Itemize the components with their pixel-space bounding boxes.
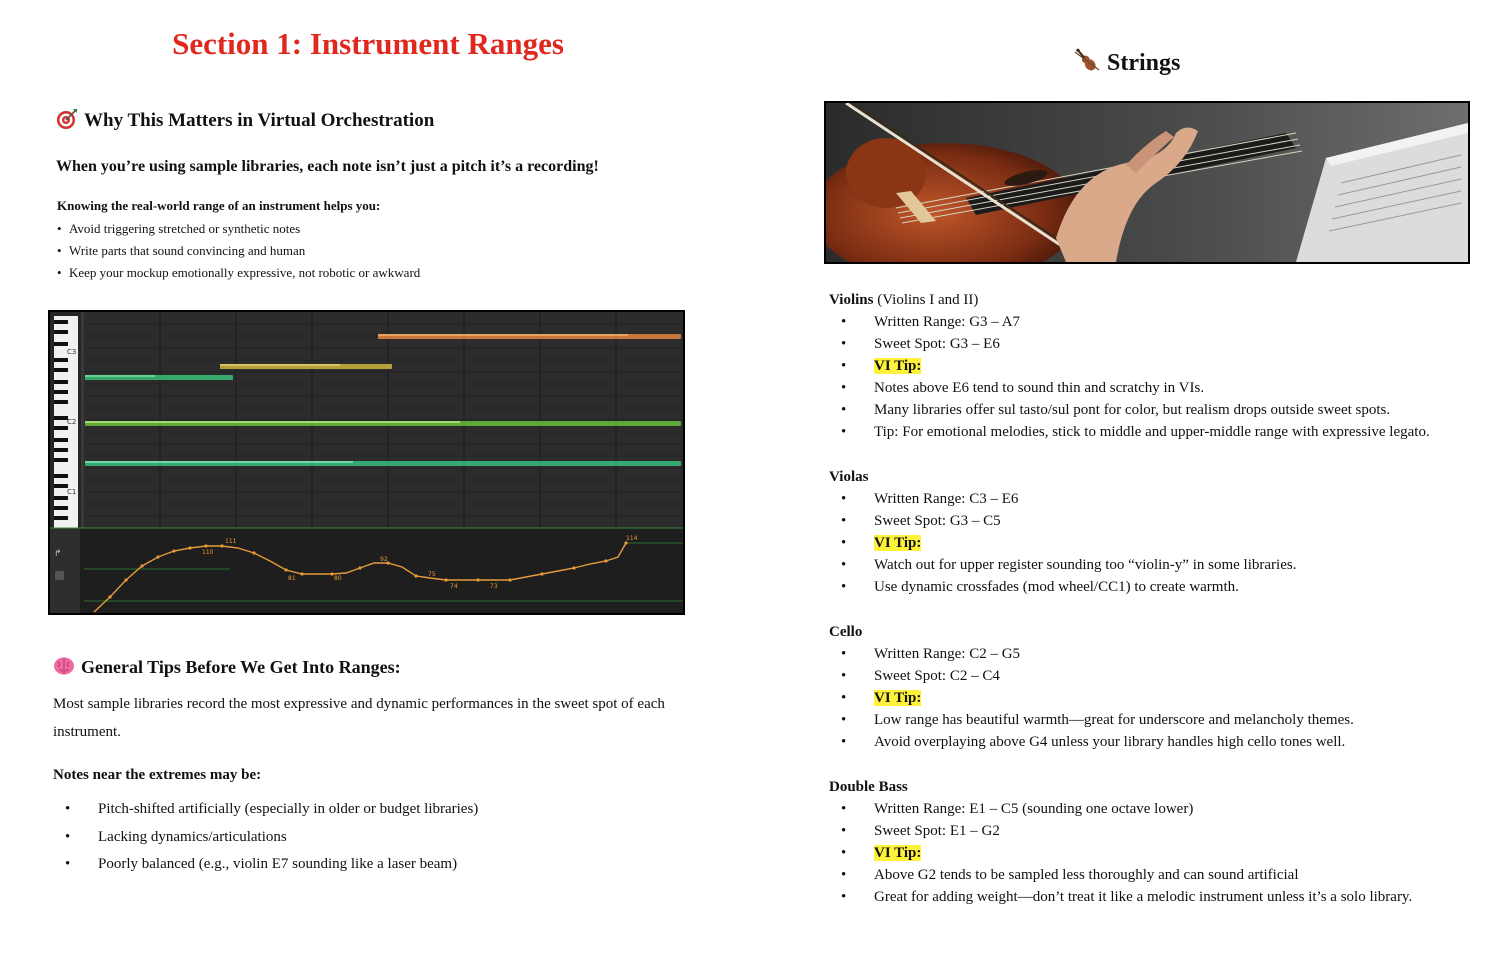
piano-roll-screenshot — [48, 310, 685, 615]
brain-icon — [53, 656, 75, 676]
list-item: • Lacking dynamics/articulations — [53, 824, 478, 852]
list-item — [829, 687, 1354, 709]
lead-text: When you’re using sample libraries, each note isn’t just a pitch it’s a recording! — [56, 158, 599, 175]
list-item: • Watch out for upper register sounding too “violin-y” in some libraries. — [829, 554, 1296, 576]
list-item: • Sweet Spot: C2 – C4 — [829, 665, 1354, 687]
violin-photo-image — [826, 103, 1468, 262]
list-item — [829, 355, 1430, 377]
list-item: • Written Range: G3 – A7 — [829, 311, 1430, 333]
note-lanes — [84, 312, 683, 528]
vi-tip-label: VI Tip: — [874, 690, 922, 706]
octave-label: C1 — [67, 488, 77, 496]
knowing-list — [57, 218, 420, 284]
automation-value: 80 — [334, 575, 342, 582]
list-item: • Sweet Spot: E1 – G2 — [829, 820, 1412, 842]
octave-label: C3 — [67, 348, 77, 356]
strings-heading — [1073, 48, 1180, 78]
list-item: • Written Range: C2 – G5 — [829, 643, 1354, 665]
violin-photo — [824, 101, 1470, 264]
bass-section — [829, 776, 1412, 908]
vi-tip-label: VI Tip: — [874, 845, 922, 861]
violas-section — [829, 466, 1296, 598]
violins-section — [829, 289, 1430, 443]
why-heading — [56, 108, 434, 134]
list-item: • Sweet Spot: G3 – C5 — [829, 510, 1296, 532]
tips-heading-text: General Tips Before We Get Into Ranges: — [81, 657, 401, 677]
list-item: • Tip: For emotional melodies, stick to middle and upper-middle range with expressive legato. — [829, 421, 1430, 443]
list-item: • Sweet Spot: G3 – E6 — [829, 333, 1430, 355]
violas-heading: Violas — [829, 469, 869, 485]
strings-heading-text: Strings — [1107, 50, 1181, 76]
automation-arrow-icon: ↱ — [54, 549, 62, 559]
bass-list — [829, 798, 1412, 908]
list-item: • Low range has beautiful warmth—great for underscore and melancholy themes. — [829, 709, 1354, 731]
list-item: • Written Range: C3 – E6 — [829, 488, 1296, 510]
tips-heading — [53, 655, 401, 679]
automation-toggle-icon — [55, 571, 64, 580]
violins-list — [829, 311, 1430, 443]
violin-icon — [1073, 48, 1101, 74]
violas-list — [829, 488, 1296, 598]
list-item: • Notes above E6 tend to sound thin and scratchy in VIs. — [829, 377, 1430, 399]
cello-section — [829, 621, 1354, 753]
list-item — [829, 532, 1296, 554]
list-item: • Poorly balanced (e.g., violin E7 sounding like a laser beam) — [53, 851, 478, 879]
automation-lane — [50, 528, 683, 613]
vi-tip-label: VI Tip: — [874, 358, 922, 374]
knowing-text: Knowing the real-world range of an instrument helps you: — [57, 198, 381, 213]
extremes-heading: Notes near the extremes may be: — [53, 767, 262, 783]
violins-suffix: (Violins I and II) — [873, 292, 979, 308]
target-icon — [56, 108, 78, 130]
cello-heading: Cello — [829, 624, 863, 640]
automation-value: 74 — [450, 583, 458, 590]
automation-value: 110 — [202, 549, 214, 556]
list-item: • Avoid triggering stretched or synthetic notes — [57, 218, 420, 240]
automation-value: 114 — [626, 535, 638, 542]
section-title: Section 1: Instrument Ranges — [172, 26, 564, 61]
automation-value: 81 — [288, 575, 296, 582]
list-item: • Write parts that sound convincing and human — [57, 240, 420, 262]
list-item: • Use dynamic crossfades (mod wheel/CC1) to create warmth. — [829, 576, 1296, 598]
list-item: • Above G2 tends to be sampled less thoroughly and can sound artificial — [829, 864, 1412, 886]
automation-value: 75 — [428, 571, 436, 578]
octave-label: C2 — [67, 418, 77, 426]
why-heading-text: Why This Matters in Virtual Orchestration — [84, 110, 435, 131]
vi-tip-label: VI Tip: — [874, 535, 922, 551]
list-item — [829, 842, 1412, 864]
automation-value: 73 — [490, 583, 498, 590]
list-item: • Written Range: E1 – C5 (sounding one octave lower) — [829, 798, 1412, 820]
bass-heading: Double Bass — [829, 779, 908, 795]
automation-value: 92 — [380, 556, 388, 563]
extremes-list — [53, 796, 478, 879]
tips-paragraph: Most sample libraries record the most expressive and dynamic performances in the sweet spot of each instrument. — [53, 696, 665, 740]
automation-value: 111 — [225, 538, 237, 545]
list-item: • Keep your mockup emotionally expressive, not robotic or awkward — [57, 262, 420, 284]
violins-name: Violins — [829, 292, 874, 308]
list-item: • Many libraries offer sul tasto/sul pont for color, but realism drops outside sweet spots. — [829, 399, 1430, 421]
violins-heading — [829, 289, 1430, 311]
cello-list — [829, 643, 1354, 753]
list-item: • Avoid overplaying above G4 unless your library handles high cello tones well. — [829, 731, 1354, 753]
list-item: • Pitch-shifted artificially (especially in older or budget libraries) — [53, 796, 478, 824]
list-item: • Great for adding weight—don’t treat it like a melodic instrument unless it’s a solo library. — [829, 886, 1412, 908]
piano-roll-graphic — [50, 312, 683, 613]
